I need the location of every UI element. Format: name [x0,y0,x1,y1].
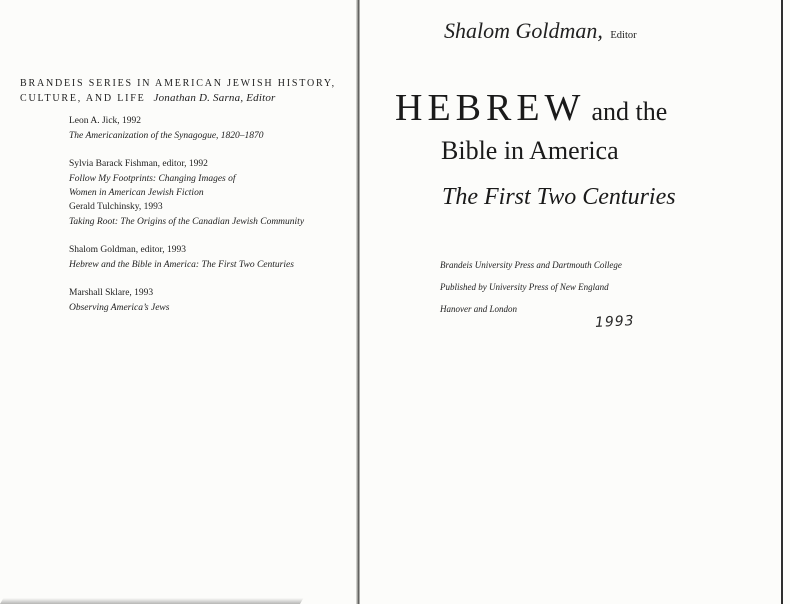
editor-role: Editor [610,30,637,41]
series-heading [20,76,350,106]
imprint-line: Hanover and London [440,304,517,314]
book-title: Observing America’s Jews [69,302,170,313]
series-heading-line2 [20,91,350,106]
series-heading-line2-text: CULTURE, AND LIFE [20,93,146,104]
book-title-main [395,86,667,130]
book-gutter [356,0,360,604]
book-author: Shalom Goldman, editor, 1993 [69,245,187,255]
right-page [361,0,781,604]
book-title: The Americanization of the Synagogue, 1820–1870 [69,130,264,141]
title-page-editor [444,18,637,44]
list-item [69,286,349,329]
page-shadow [0,598,303,604]
series-book-list [69,114,349,329]
page-edge [781,0,783,604]
list-item [69,114,349,157]
book-title-continued: Women in American Jewish Fiction [69,188,204,198]
book-title: Taking Root: The Origins of the Canadian Jewish Community [69,216,305,227]
book-title: Hebrew and the Bible in America: The First Two Centuries [69,259,294,270]
book-author: Leon A. Jick, 1992 [69,116,142,126]
editor-name: Shalom Goldman, [444,18,603,43]
book-title-caps: HEBREW [395,87,586,129]
book-author: Gerald Tulchinsky, 1993 [69,202,163,212]
series-heading-line1: BRANDEIS SERIES IN AMERICAN JEWISH HISTORY, [20,78,336,89]
publisher-imprint [440,254,622,320]
list-item [69,243,349,286]
book-subtitle: The First Two Centuries [442,184,676,210]
book-author: Marshall Sklare, 1993 [69,288,154,298]
handwritten-year: 1993 [594,312,636,332]
left-page [0,0,356,604]
series-editor: Jonathan D. Sarna, Editor [153,92,276,104]
list-item [69,200,349,243]
imprint-line: Published by University Press of New England [440,282,609,292]
imprint-line: Brandeis University Press and Dartmouth College [440,260,622,270]
book-author: Sylvia Barack Fishman, editor, 1992 [69,159,208,169]
list-item [69,157,349,200]
book-title-rest: and the [591,97,668,126]
book-title: Follow My Footprints: Changing Images of [69,173,236,184]
book-title-line2: Bible in America [441,136,619,165]
